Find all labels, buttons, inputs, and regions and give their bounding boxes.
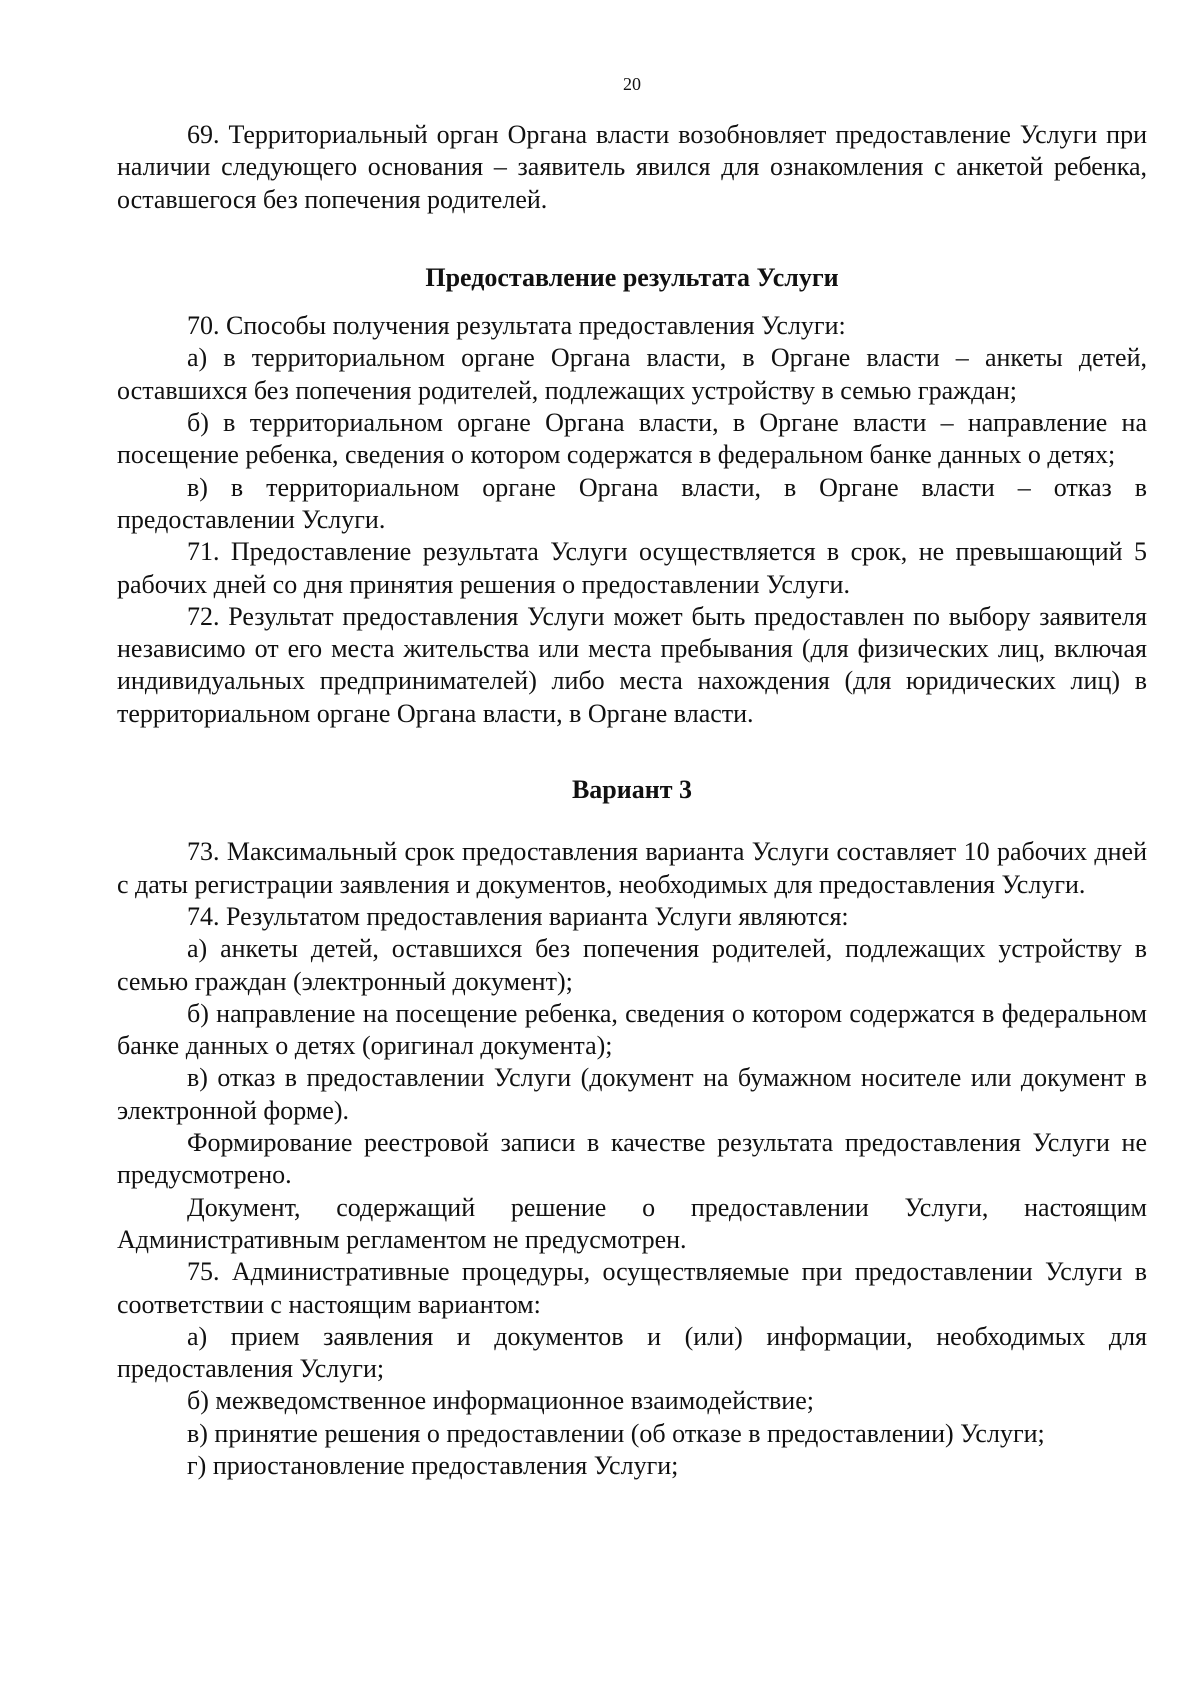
paragraph-74: 74. Результатом предоставления варианта Услуги являются: [187, 901, 849, 931]
paragraph-69: 69. Территориальный орган Органа власти возобновляет предоставление Услуги при наличии следующего основания – заявитель явился для ознакомления с анкетой ребенка, оставшегося без попечения родителей. [117, 120, 1147, 214]
page-number: 20 [623, 74, 641, 94]
section-result-body [117, 310, 1147, 730]
paragraph-73: 73. Максимальный срок предоставления варианта Услуги составляет 10 рабочих дней с даты регистрации заявления и документов, необходимых для предоставления Услуги. [117, 837, 1147, 899]
paragraph-75-g: г) приостановление предоставления Услуги; [187, 1450, 679, 1480]
paragraph-72: 72. Результат предоставления Услуги может быть предоставлен по выбору заявителя независимо от его места жительства или места пребывания (для физических лиц, включая индивидуальных предпринимателей) либо места нахождения (для юридических лиц) в территориальном органе Органа власти, в Органе власти. [117, 601, 1147, 728]
paragraph-70: 70. Способы получения результата предоставления Услуги: [187, 311, 846, 341]
paragraph-75-v: в) принятие решения о предоставлении (об отказе в предоставлении) Услуги; [187, 1418, 1045, 1448]
paragraph-registry-record: Формирование реестровой записи в качестве результата предоставления Услуги не предусмотрено. [117, 1128, 1147, 1190]
paragraph-74-b: б) направление на посещение ребенка, сведения о котором содержатся в федеральном банке данных о детях (оригинал документа); [117, 998, 1147, 1061]
section-heading-variant-3: Вариант 3 [571, 775, 693, 805]
paragraph-70-v: в) в территориальном органе Органа власти, в Органе власти – отказ в предоставлении Услуги. [117, 472, 1147, 534]
paragraph-decision-document: Документ, содержащий решение о предоставлении Услуги, настоящим Административным регламентом не предусмотрен. [117, 1192, 1147, 1254]
section-variant-3-body [117, 836, 1147, 1482]
paragraph-74-a: а) анкеты детей, оставшихся без попечения родителей, подлежащих устройству в семью граждан (электронный документ); [117, 934, 1147, 996]
paragraph-75-a: а) прием заявления и документов и (или) информации, необходимых для предоставления Услуги; [117, 1321, 1147, 1384]
paragraph-70-b: б) в территориальном органе Органа власти, в Органе власти – направление на посещение ребенка, сведения о котором содержатся в федеральном банке данных о детях; [117, 408, 1147, 470]
document-body [117, 119, 1147, 1482]
paragraph-70-a: а) в территориальном органе Органа власти, в Органе власти – анкеты детей, оставшихся без попечения родителей, подлежащих устройству в семью граждан; [117, 343, 1147, 405]
paragraph-75-b: б) межведомственное информационное взаимодействие; [187, 1386, 814, 1416]
section-heading-result: Предоставление результата Услуги [425, 262, 839, 292]
paragraph-71: 71. Предоставление результата Услуги осуществляется в срок, не превышающий 5 рабочих дней со дня принятия решения о предоставлении Услуги. [117, 537, 1147, 599]
paragraph-75: 75. Административные процедуры, осуществляемые при предоставлении Услуги в соответствии с настоящим вариантом: [117, 1257, 1147, 1319]
paragraph-74-v: в) отказ в предоставлении Услуги (документ на бумажном носителе или документ в электронной форме). [117, 1063, 1147, 1125]
